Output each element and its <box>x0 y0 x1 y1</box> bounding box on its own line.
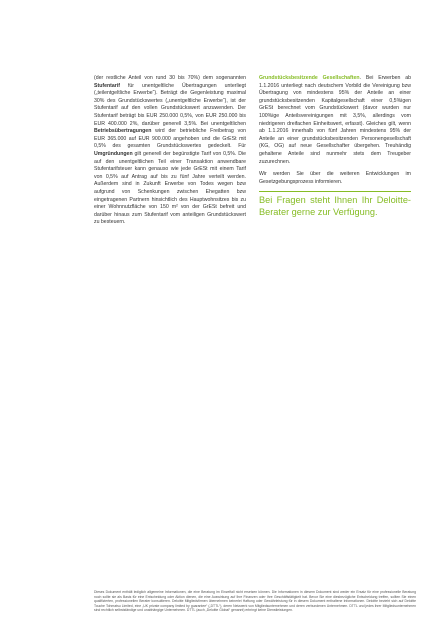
text-run: für unentgeltliche Übertragungen unterliegt („teilentgeltliche Erwerbe“). Beträgt die Gegenleistung maximal 30% des Grundstückswertes („unentgeltliche Erwerbe“), ist der Stufentarif auf den vollen Grundstückswert anzuwenden. Der Stufentarif beträgt bis EUR 250.000 0,5%, von EUR 250.000 bis EUR 400.000 2%, darüber generell 3,5%. Bei unentgeltlichen <box>94 82 246 127</box>
term-betriebsuebertragungen: Betriebsübertragungen <box>94 128 152 135</box>
right-paragraph-1 <box>259 75 411 166</box>
term-grundstuecksbesitzende-gesellschaften: Grundstücksbesitzende Gesellschaften <box>259 75 360 81</box>
contact-callout: Bei Fragen steht Ihnen Ihr Deloitte-Berater gerne zur Verfügung. <box>259 195 411 217</box>
term-stufentarif: Stufentarif <box>94 82 120 89</box>
legal-disclaimer: Dieses Dokument enthält lediglich allgemeine Informationen, die eine Beratung im Einzelfall nicht ersetzen können. Die Informationen in diesem Dokument sind weder ein Ersatz für eine professionelle Beratung noch sollte sie als Basis für eine Entscheidung oder Aktion dienen, die eine Auswirkung auf Ihre Finanzen oder Ihre Geschäftstätigkeit hat. Bevor Sie eine diesbezügliche Entscheidung treffen, sollten Sie einen qualifizierten, professionellen Berater konsultieren. Deloitte Mitgliedsfirmen übernehmen keinerlei Haftung oder Gewährleistung für in diesem Dokument enthaltene Informationen. Deloitte bezieht sich auf Deloitte Touche Tohmatsu Limited, eine „UK private company limited by guarantee“ („DTTL“), deren Netzwerk von Mitgliedsunternehmen und deren verbundenen Unternehmen. DTTL und jedes ihrer Mitgliedsunternehmen sind rechtlich selbstständige und unabhängige Unternehmen. DTTL (auch „Deloitte Global“ genannt) erbringt keine Dienstleistungen. <box>94 590 416 613</box>
cta-divider <box>259 191 411 192</box>
term-umgruendungen: Umgründungen <box>94 150 133 157</box>
text-run: wird der betriebliche Freibetrag von EUR 365.000 auf EUR 900.000 angehoben und die GrESt mit 0,5% des gesamten Grundstückswertes gedeckelt. Für <box>94 128 246 150</box>
right-paragraph-2: Wir werden Sie über die weiteren Entwicklungen im Gesetzgebungsprozess informieren. <box>259 171 411 185</box>
left-column <box>94 75 246 232</box>
text-run: gilt generell der begünstigte Tarif von 0,5%. Die auf den unentgeltlichen Teil einer Transaktion anwendbare Stufentarifsteuer kann genauso wie jede GrESt mit einem Tarif von 0,5% auf Antrag auf bis zu fünf Jahre verteilt werden. Außerdem sind in Zukunft Erwerbe von Todes wegen bzw aufgrund von Schenkungen zwischen Ehegatten bzw eingetragenen Partnern hinsichtlich des Hauptwohnsitzes bis zu einer Wohnnutzfläche von 150 m² von der GrESt befreit und darüber hinaus zum Stufentarif vom anteiligen Grundstückswert zu besteuern. <box>94 150 246 226</box>
text-run: (der restliche Anteil von rund 30 bis 70%) dem sogenannten <box>94 75 246 81</box>
text-run: . Bei Erwerben ab 1.1.2016 unterliegt nach deutschem Vorbild die Vereinigung bzw Übertragung von mindestens 95% der Anteile an einer grundstücksbesitzenden Kapitalgesellschaft einer 0,5%igen GrESt berechnet vom Grundstückswert (davor wurden nur 100%ige Anteilsvereinigungen mit 3,5%, allerdings vom niedrigeren dreifachen Einheitswert, erfasst). Gleiches gilt, wenn ab 1.1.2016 innerhalb von fünf Jahren mindestens 95% der Anteile an einer grundstücksbesitzenden Personengesellschaft (KG, OG) auf neue Gesellschafter übergehen. Treuhändig gehaltene Anteile sind nunmehr stets dem Treugeber zuzurechnen. <box>259 75 412 165</box>
right-column <box>259 75 411 223</box>
left-paragraph <box>94 75 246 227</box>
